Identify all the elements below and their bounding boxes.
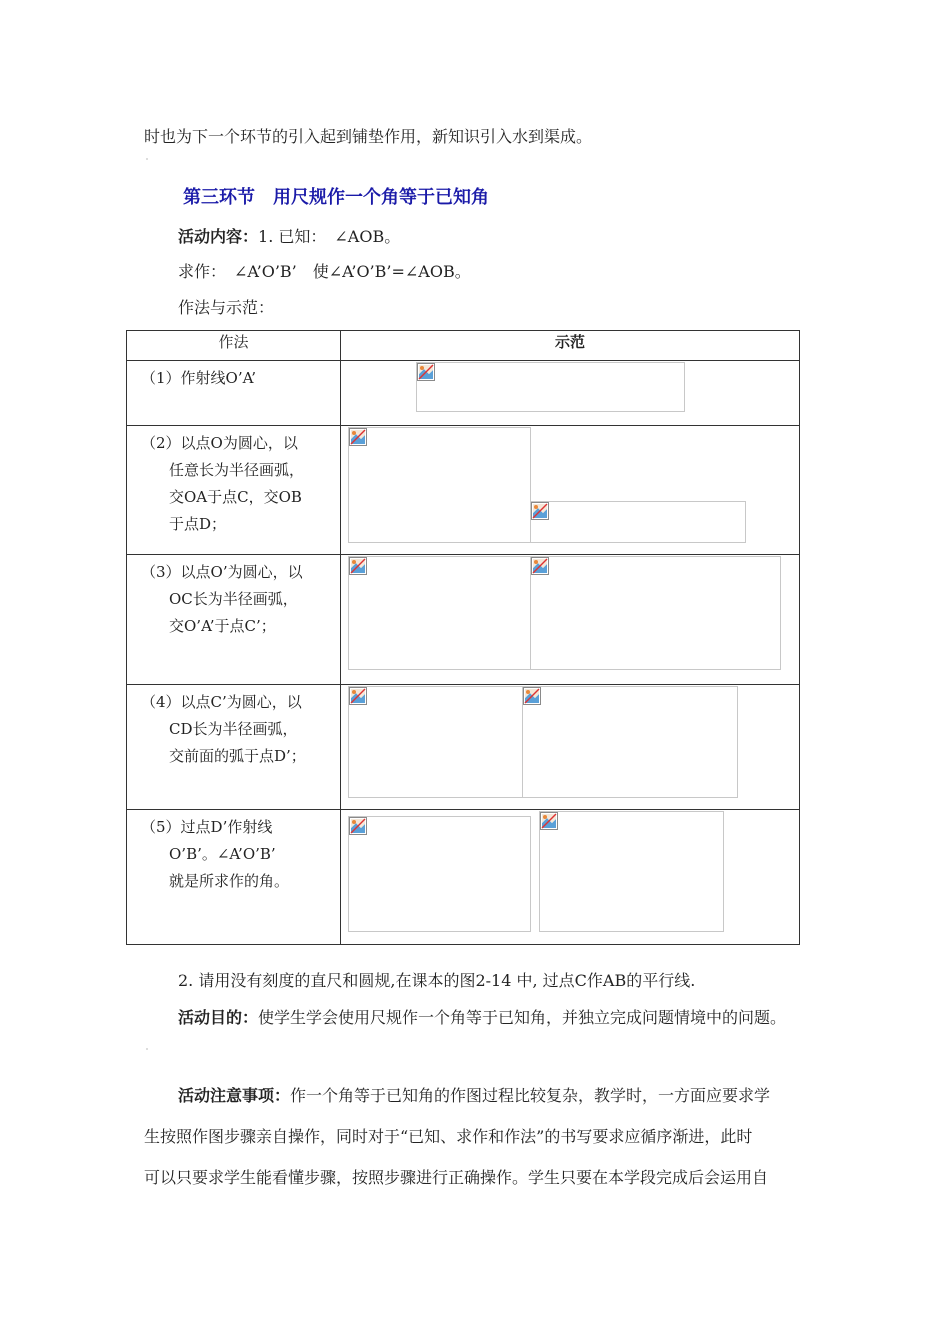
step-5-cell [127,810,341,945]
step-line: （5）过点D’作射线 [141,818,273,836]
activity-purpose-line [178,1008,786,1028]
table-row [127,555,800,685]
broken-image-icon [540,812,558,830]
broken-image-icon [531,502,549,520]
broken-image-icon [349,557,367,575]
demo-3-cell [341,555,800,685]
step-line: 于点D； [169,515,227,533]
table-row [127,810,800,945]
section-heading: 第三环节 用尺规作一个角等于已知角 [183,187,489,208]
image-placeholder [522,686,738,798]
activity-notes-label: 活动注意事项： [178,1086,291,1105]
activity-notes-text-1: 作一个角等于已知角的作图过程比较复杂，教学时，一方面应要求学 [290,1086,771,1105]
activity-notes-line-3: 可以只要求学生能看懂步骤，按照步骤进行正确操作。学生只要在本学段完成后会运用自 [144,1168,769,1187]
step-line: （2）以点O为圆心，以 [141,434,298,452]
broken-image-icon [417,363,435,381]
image-placeholder [530,501,746,543]
image-placeholder [348,427,532,543]
activity-purpose-label: 活动目的： [178,1008,259,1027]
step-line: OC长为半径画弧， [169,590,298,608]
bullet-dot [146,1048,148,1050]
demo-2-cell [341,426,800,555]
table-row [127,426,800,555]
step-line: CD长为半径画弧， [169,720,298,738]
image-placeholder [416,362,685,412]
activity-notes-line-1 [178,1086,770,1106]
header-method: 作法 [127,331,341,361]
activity-content-line [178,227,400,247]
image-placeholder [348,686,524,798]
step-line: O’B’。∠A’O’B’ [169,845,276,863]
header-demo: 示范 [341,331,800,361]
activity-content-text: 1. 已知： ∠AOB。 [258,227,401,246]
intro-tail-text: 时也为下一个环节的引入起到铺垫作用，新知识引入水到渠成。 [144,127,593,146]
step-line: 就是所求作的角。 [169,872,290,890]
step-line: （4）以点C’为圆心，以 [141,693,302,711]
step-line: （1）作射线O’A’ [141,369,257,387]
image-placeholder [530,556,781,670]
demo-4-cell [341,685,800,810]
bullet-dot [146,158,148,160]
step-line: 交OA于点C，交OB [169,488,302,506]
broken-image-icon [349,817,367,835]
activity-notes-line-2: 生按照作图步骤亲自操作，同时对于“已知、求作和作法”的书写要求应循序渐进，此时 [144,1127,753,1146]
broken-image-icon [349,428,367,446]
activity-content-label: 活动内容： [178,227,259,246]
broken-image-icon [523,687,541,705]
construct-line: 求作： ∠A’O’B’ 使∠A’O’B’=∠AOB。 [178,262,471,281]
image-placeholder [348,556,532,670]
step-1-cell [127,361,341,426]
method-demo-label: 作法与示范： [178,298,275,317]
step-2-cell [127,426,341,555]
table-row [127,685,800,810]
question-2: 2. 请用没有刻度的直尺和圆规,在课本的图2-14 中, 过点C作AB的平行线. [178,971,696,990]
table-row [127,361,800,426]
demo-1-cell [341,361,800,426]
step-line: 交前面的弧于点D’； [169,747,306,765]
image-placeholder [348,816,531,932]
broken-image-icon [349,687,367,705]
activity-purpose-text: 使学生学会使用尺规作一个角等于已知角，并独立完成问题情境中的问题。 [258,1008,787,1027]
step-line: 交O’A’于点C’； [169,617,276,635]
step-line: 任意长为半径画弧， [169,461,305,479]
image-placeholder [539,811,724,932]
demo-5-cell [341,810,800,945]
step-3-cell [127,555,341,685]
step-4-cell [127,685,341,810]
broken-image-icon [531,557,549,575]
construction-steps-table [126,330,800,945]
table-header-row [127,331,800,361]
step-line: （3）以点O’为圆心，以 [141,563,303,581]
